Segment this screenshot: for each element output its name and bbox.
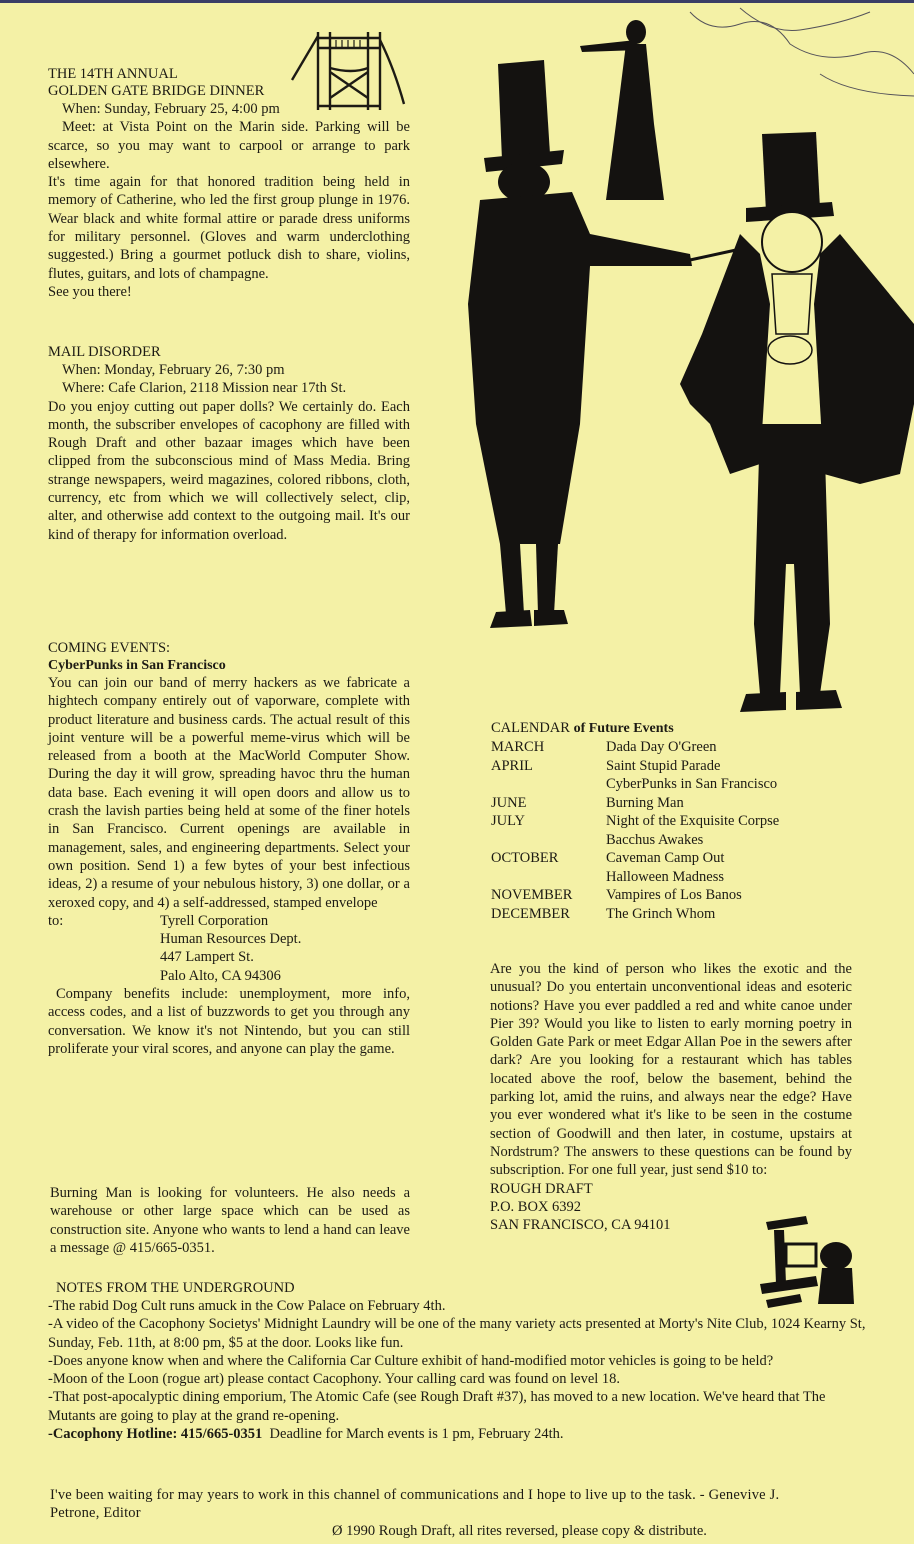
calendar-title-rest: of Future Events (573, 721, 674, 736)
calendar-event: CyberPunks in San Francisco (606, 776, 778, 792)
calendar-month: OCTOBER (491, 850, 559, 866)
editor-note (50, 1486, 810, 1523)
subscription-address-line: ROUGH DRAFT (490, 1180, 593, 1197)
calendar-month: JULY (491, 813, 525, 829)
subscription-body: Are you the kind of person who likes the exotic and the unusual? Do you entertain unconventional ideas and esoteric notions? Have you ever paddled a red and white canoe under Pier 39? Would you like to listen to early morning poetry in Golden Gate Park or meet Edgar Allan Poe in the sewers after dark? Are you looking for a restaurant which has tables located above the roof, below the basement, behind the parking lot, amid the ruins, and always near the edge? Have you ever wondered what it's like to be seen in the costume section of Goodwill and then later, in costume, upstairs at Nordstrum? The answers to these questions can be found by subscription. For one full year, just send $10 to: (490, 961, 852, 1179)
calendar-table (491, 738, 779, 923)
golden-gate-body: It's time again for that honored tradition being held in memory of Catherine, who led the first group plunge in 1976. Wear black and white formal attire or parade dress uniforms for military personnel. (Gloves and warm underclothing suggested.) Bring a gourmet potluck dish to share, violins, flutes, guitars, and lots of champagne. (48, 174, 410, 282)
address-line: Tyrell Corporation (160, 912, 269, 929)
notes-item: -Moon of the Loon (rogue art) please contact Cacophony. Your calling card was found on level 18. (48, 1371, 621, 1388)
notes-section (48, 1280, 868, 1443)
calendar-month: JUNE (491, 794, 527, 811)
address-line: 447 Lampert St. (160, 949, 254, 966)
address-line: Human Resources Dept. (160, 931, 302, 948)
mail-disorder-body: Do you enjoy cutting out paper dolls? We certainly do. Each month, the subscriber envelopes of cacophony are filled with Rough Draft and other bazaar images which have been clipped from the subconscious mind of Mass Media. Bring strange newspapers, weird magazines, colored ribbons, cloth, currency, etc from which we will collectively select, clip, alter, and otherwise add context to the outgoing mail. It's our kind of therapy for information overload. (48, 398, 410, 543)
calendar-row (491, 849, 779, 868)
subscription-address-line: SAN FRANCISCO, CA 94101 (490, 1217, 671, 1234)
golden-gate-heading-line2: GOLDEN GATE BRIDGE DINNER (48, 83, 265, 99)
hotline-deadline: Deadline for March events is 1 pm, February 24th. (269, 1426, 564, 1443)
calendar-event: Caveman Camp Out (606, 850, 725, 866)
editor-note-text: I've been waiting for may years to work in this channel of communications and I hope to live up to the task. - Genevive J. Petrone, Editor (50, 1487, 780, 1522)
coming-events-body: You can join our band of merry hackers as we fabricate a hightech company entirely out of vaporware, complete with product literature and business cards. The actual result of this joint venture will be a powerful meme-virus which will be released from a booth at the MacWorld Computer Show. During the day it will grow, spreading havoc thru the human data base. Each evening it will open doors and allow us to crash the lavish parties being held at some of the finer hotels in San Francisco. Current openings are available in management, sales, and engineering departments. Select your own position. Send 1) a few bytes of your best infectious ideas, 2) a resume of your nebulous history, 3) one dollar, or a xeroxed copy, and 4) a self-addressed, stamped envelope (48, 675, 410, 911)
golden-gate-meet: Meet: at Vista Point on the Marin side. Parking will be scarce, so you may want to carpool or arrange to park elsewhere. (48, 119, 410, 172)
footer (332, 1522, 812, 1540)
notes-item: -The rabid Dog Cult runs amuck in the Cow Palace on February 4th. (48, 1298, 446, 1314)
calendar-row (491, 812, 779, 831)
calendar-row (491, 757, 779, 776)
notes-item: -Does anyone know when and where the California Car Culture exhibit of hand-modified motor vehicles is going to be held? (48, 1352, 774, 1369)
calendar-event: The Grinch Whom (606, 905, 716, 922)
notes-item: -A video of the Cacophony Societys' Midnight Laundry will be one of the many variety acts presented at Morty's Nite Club, 1024 Kearny St, Sunday, Feb. 11th, at 8:00 pm, $5 at the door. Looks like fun. (48, 1316, 866, 1351)
mail-disorder-when: When: Monday, February 26, 7:30 pm (62, 362, 285, 378)
calendar-event: Dada Day O'Green (606, 739, 717, 755)
company-benefits: Company benefits include: unemployment, more info, access codes, and a list of buzzwords to get you through any conversation. We know it's not Nintendo, but you can still proliferate your viral scores, and anyone can play the game. (48, 986, 410, 1057)
calendar-month (491, 775, 606, 794)
calendar-month: APRIL (491, 757, 533, 774)
calendar-event: Halloween Madness (606, 868, 724, 885)
coming-events-subheading: CyberPunks in San Francisco (48, 658, 226, 673)
calendar-month: DECEMBER (491, 905, 570, 922)
notes-hotline (48, 1425, 868, 1443)
calendar-event: Saint Stupid Parade (606, 757, 721, 774)
calendar-month: MARCH (491, 739, 545, 755)
golden-gate-heading-line1: THE 14TH ANNUAL (48, 66, 178, 82)
to-label: to: (48, 912, 64, 929)
notes-heading: NOTES FROM THE UNDERGROUND (56, 1280, 295, 1296)
address-line: Palo Alto, CA 94306 (160, 967, 281, 984)
coming-events-heading: COMING EVENTS: (48, 640, 171, 656)
calendar-row (491, 868, 779, 887)
calendar-event: Bacchus Awakes (606, 831, 704, 848)
coming-events-section (48, 640, 410, 1058)
calendar-row (491, 738, 779, 757)
tyrell-address-block (48, 912, 410, 985)
golden-gate-dinner-section (48, 66, 410, 301)
calendar-row (491, 886, 779, 905)
victorian-gentlemen-illustration (440, 4, 914, 732)
calendar-title (491, 720, 841, 737)
burning-man-section (50, 1184, 410, 1257)
top-border (0, 0, 914, 3)
calendar-title-caps: CALENDAR (491, 720, 570, 736)
calendar-row (491, 794, 779, 813)
calendar-event: Burning Man (606, 794, 684, 811)
calendar-month: NOVEMBER (491, 887, 573, 903)
burning-man-body: Burning Man is looking for volunteers. He also needs a warehouse or other large space which can be used as construction site. Anyone who wants to lend a hand can leave a message @ 415/665-0351. (50, 1185, 410, 1256)
calendar-event: Night of the Exquisite Corpse (606, 813, 780, 829)
mail-disorder-section (48, 344, 410, 544)
calendar-row (491, 775, 779, 794)
subscription-section (490, 960, 852, 1234)
calendar-month (491, 868, 606, 887)
golden-gate-closing: See you there! (48, 283, 132, 300)
hotline-label: -Cacophony Hotline: 415/665-0351 (48, 1426, 263, 1443)
mail-disorder-heading: MAIL DISORDER (48, 344, 161, 360)
calendar-month (491, 831, 606, 850)
golden-gate-when: When: Sunday, February 25, 4:00 pm (62, 101, 280, 117)
copyright-footer: Ø 1990 Rough Draft, all rites reversed, please copy & distribute. (332, 1523, 707, 1539)
subscription-address-line: P.O. BOX 6392 (490, 1198, 582, 1215)
notes-item: -That post-apocalyptic dining emporium, The Atomic Cafe (see Rough Draft #37), has moved to a new location. We've heard that The Mutants are going to play at the grand re-opening. (48, 1389, 826, 1424)
calendar-section (491, 720, 841, 923)
calendar-row (491, 905, 779, 924)
mail-disorder-where: Where: Cafe Clarion, 2118 Mission near 17th St. (62, 380, 347, 397)
calendar-row (491, 831, 779, 850)
calendar-event: Vampires of Los Banos (606, 887, 742, 903)
